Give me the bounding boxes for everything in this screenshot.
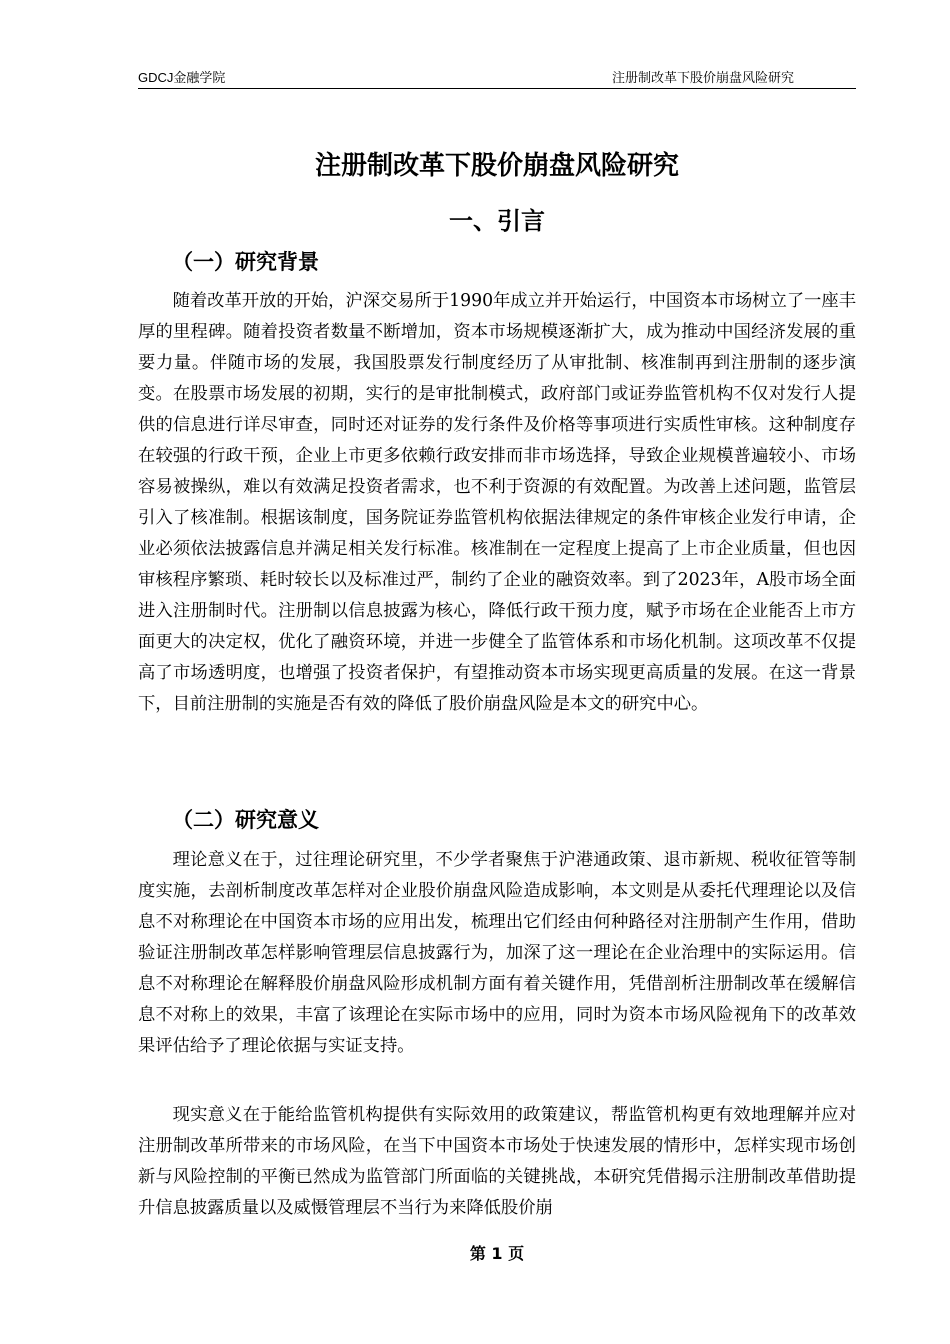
header-doc-title: 注册制改革下股价崩盘风险研究 <box>611 70 794 85</box>
document-title: 注册制改革下股价崩盘风险研究 <box>314 151 679 181</box>
header-institution: GDCJ金融学院 <box>138 70 226 85</box>
page-number: 第 1 页 <box>469 1244 525 1263</box>
paragraph-practical-significance: 现实意义在于能给监管机构提供有实际效用的政策建议，帮监管机构更有效地理解并应对注册制改革所带来的市场风险，在当下中国资本市场处于快速发展的情形中，怎样实现市场创新与风险控制的平衡已然成为监管部门所面临的关键挑战，本研究凭借揭示注册制改革借助提升信息披露质量以及威慑管理层不当行为来降低股价崩 <box>138 1105 856 1218</box>
paragraph-theoretical-significance: 理论意义在于，过往理论研究里，不少学者聚焦于沪港通政策、退市新规、税收征管等制度实施，去剖析制度改革怎样对企业股价崩盘风险造成影响，本文则是从委托代理理论以及信息不对称理论在中国资本市场的应用出发，梳理出它们经由何种路径对注册制产生作用，借助验证注册制改革怎样影响管理层信息披露行为，加深了这一理论在企业治理中的实际运用。信息不对称理论在解释股价崩盘风险形成机制方面有着关键作用，凭借剖析注册制改革在缓解信息不对称上的效果，丰富了该理论在实际市场中的应用，同时为资本市场风险视角下的改革效果评估给予了理论依据与实证支持。 <box>138 850 856 1056</box>
subsection-heading-background: （一）研究背景 <box>172 250 319 274</box>
subsection-heading-significance: （二）研究意义 <box>172 808 319 832</box>
page-header <box>138 70 856 89</box>
paragraph-background: 随着改革开放的开始，沪深交易所于1990年成立并开始运行，中国资本市场树立了一座丰厚的里程碑。随着投资者数量不断增加，资本市场规模逐渐扩大，成为推动中国经济发展的重要力量。伴随市场的发展，我国股票发行制度经历了从审批制、核准制再到注册制的逐步演变。在股票市场发展的初期，实行的是审批制模式，政府部门或证券监管机构不仅对发行人提供的信息进行详尽审查，同时还对证券的发行条件及价格等事项进行实质性审核。这种制度存在较强的行政干预，企业上市更多依赖行政安排而非市场选择，导致企业规模普遍较小、市场容易被操纵，难以有效满足投资者需求，也不利于资源的有效配置。为改善上述问题，监管层引入了核准制。根据该制度，国务院证券监管机构依据法律规定的条件审核企业发行申请，企业必须依法披露信息并满足相关发行标准。核准制在一定程度上提高了上市企业质量，但也因审核程序繁琐、耗时较长以及标准过严，制约了企业的融资效率。到了2023年，A股市场全面进入注册制时代。注册制以信息披露为核心，降低行政干预力度，赋予市场在企业能否上市方面更大的决定权，优化了融资环境，并进一步健全了监管体系和市场化机制。这项改革不仅提高了市场透明度，也增强了投资者保护，有望推动资本市场实现更高质量的发展。在这一背景下，目前注册制的实施是否有效的降低了股价崩盘风险是本文的研究中心。 <box>138 291 856 714</box>
section-heading-introduction: 一、引言 <box>449 207 545 235</box>
